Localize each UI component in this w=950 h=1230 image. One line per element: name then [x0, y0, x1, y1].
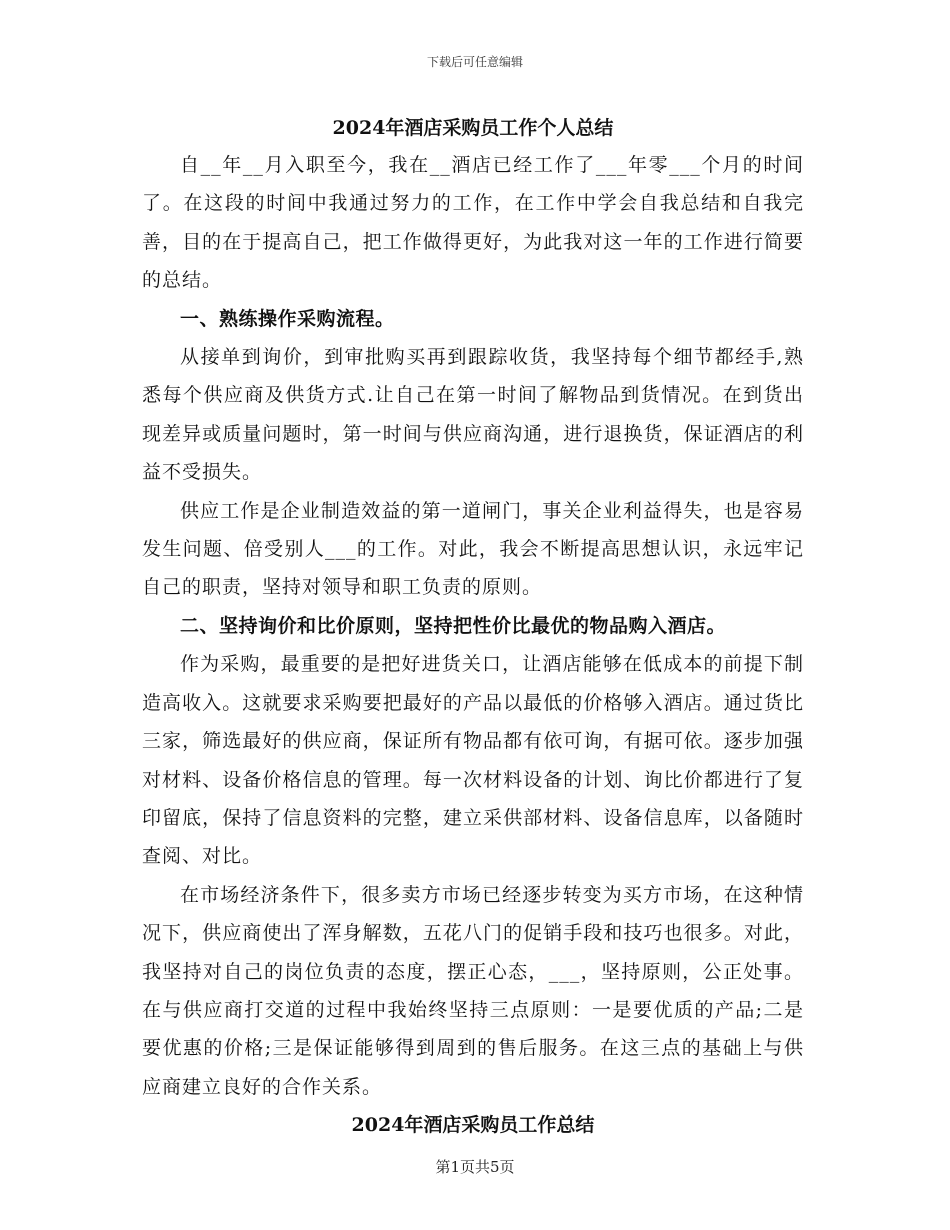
section-1-paragraph-1: 从接单到询价，到审批购买再到跟踪收货，我坚持每个细节都经手,熟悉每个供应商及供货方式.让自己在第一时间了解物品到货情况。在到货出现差异或质量问题时，第一时间与供应商沟通，进行退换货，保证酒店的利益不受损失。 — [142, 346, 804, 484]
section-1-heading: 一、熟练操作采购流程。 — [180, 307, 395, 330]
page-header-note: 下载后可任意编辑 — [426, 55, 523, 69]
page-number: 第1页共5页 — [435, 1158, 515, 1176]
section-2-paragraph-1: 作为采购，最重要的是把好进货关口，让酒店能够在低成本的前提下制造高收入。这就要求采购要把最好的产品以最低的价格够入酒店。通过货比三家，筛选最好的供应商，保证所有物品都有依可询，有据可依。逐步加强对材料、设备价格信息的管理。每一次材料设备的计划、询比价都进行了复印留底，保持了信息资料的完整，建立采供部材料、设备信息库，以备随时查阅、对比。 — [142, 653, 804, 868]
section-2-heading: 二、坚持询价和比价原则，坚持把性价比最优的物品购入酒店。 — [180, 614, 727, 637]
second-document-title: 2024年酒店采购员工作总结 — [351, 1114, 595, 1137]
document-body — [142, 110, 804, 1144]
intro-paragraph: 自__年__月入职至今，我在__酒店已经工作了___年零___个月的时间了。在这段的时间中我通过努力的工作，在工作中学会自我总结和自我完善，目的在于提高自己，把工作做得更好，为此我对这一年的工作进行简要的总结。 — [142, 154, 804, 292]
section-2-paragraph-2: 在市场经济条件下，很多卖方市场已经逐步转变为买方市场，在这种情况下，供应商使出了浑身解数，五花八门的促销手段和技巧也很多。对此，我坚持对自己的岗位负责的态度，摆正心态，___，坚持原则，公正处事。在与供应商打交道的过程中我始终坚持三点原则：一是要优质的产品;二是要优惠的价格;三是保证能够得到周到的售后服务。在这三点的基础上与供应商建立良好的合作关系。 — [142, 883, 804, 1098]
document-title: 2024年酒店采购员工作个人总结 — [332, 117, 614, 139]
section-1-paragraph-2: 供应工作是企业制造效益的第一道闸门，事关企业利益得失，也是容易发生问题、倍受别人___的工作。对此，我会不断提高思想认识，永远牢记自己的职责，坚持对领导和职工负责的原则。 — [142, 499, 804, 599]
